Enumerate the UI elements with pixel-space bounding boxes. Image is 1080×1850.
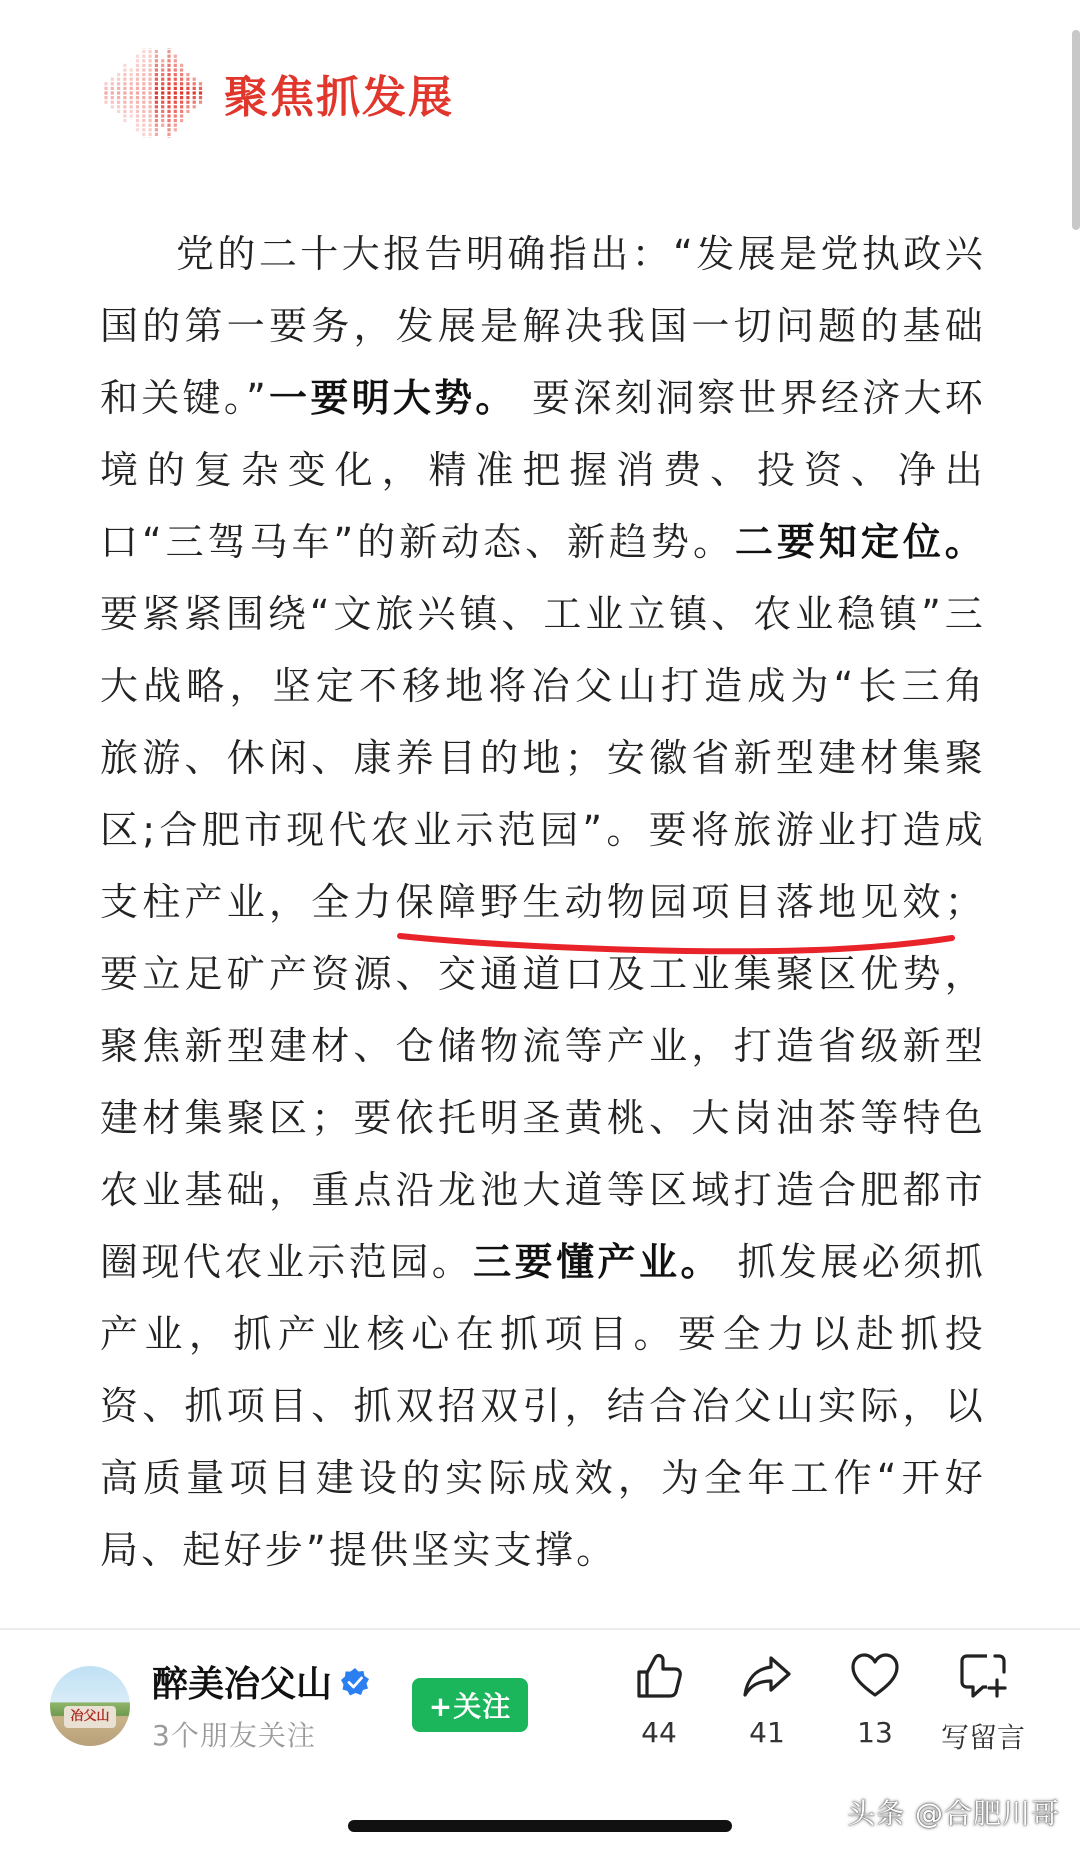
wave-dot (149, 133, 152, 136)
wave-dot (161, 96, 164, 99)
wave-dot (142, 137, 145, 138)
wave-dot (136, 96, 139, 99)
comment-add-icon (957, 1650, 1009, 1702)
wave-dot (174, 59, 177, 62)
wave-dot (167, 64, 170, 67)
wave-dot (104, 101, 107, 104)
wave-dot (155, 64, 158, 67)
wave-dot (174, 114, 177, 117)
wave-dot (142, 133, 145, 136)
wave-dot (136, 87, 139, 90)
wave-dot (136, 101, 139, 104)
follow-button[interactable]: +关注 (412, 1678, 528, 1732)
wave-dot (193, 101, 196, 104)
wave-dot (142, 50, 145, 53)
wave-dot (161, 64, 164, 67)
wave-dot (161, 124, 164, 127)
wave-dot (199, 91, 202, 94)
wave-dot (149, 55, 152, 58)
wave-dot (136, 91, 139, 94)
wave-dot (149, 124, 152, 127)
wave-dot (155, 96, 158, 99)
wave-dot (149, 119, 152, 122)
wave-dot (167, 105, 170, 108)
account-avatar[interactable] (50, 1666, 130, 1746)
wave-dot (142, 78, 145, 81)
wave-dot (149, 68, 152, 71)
wave-dot (136, 119, 139, 122)
wave-dot (161, 82, 164, 85)
wave-dot (174, 128, 177, 131)
wave-dot (167, 110, 170, 113)
wave-dot (117, 73, 120, 76)
wave-dot (117, 82, 120, 85)
wave-dot (104, 87, 107, 90)
wave-dot (149, 105, 152, 108)
wave-dot (149, 128, 152, 131)
wave-dot (174, 96, 177, 99)
wave-dot (142, 68, 145, 71)
red-underline-mark (396, 928, 956, 958)
wave-dot (167, 101, 170, 104)
wave-dot (136, 64, 139, 67)
wave-dot (180, 105, 183, 108)
wave-dot (180, 82, 183, 85)
wave-dot (142, 110, 145, 113)
wave-dot (149, 137, 152, 138)
wave-dot (167, 55, 170, 58)
wave-dot (180, 110, 183, 113)
wave-dot (149, 64, 152, 67)
bottom-action-bar (0, 1632, 1080, 1762)
wave-dot (123, 87, 126, 90)
wave-dot (167, 119, 170, 122)
wave-dot (161, 110, 164, 113)
wave-dot (123, 101, 126, 104)
wave-dot (111, 96, 114, 99)
wave-dot (142, 101, 145, 104)
wave-dot (167, 68, 170, 71)
wave-dot (155, 128, 158, 131)
wave-dot (155, 55, 158, 58)
wave-dot (161, 59, 164, 62)
wave-dot (199, 87, 202, 90)
wave-dot (117, 96, 120, 99)
wave-dot (186, 87, 189, 90)
wave-dot (123, 114, 126, 117)
wave-dot (155, 110, 158, 113)
wave-dot (167, 124, 170, 127)
section-title: 聚焦抓发展 (224, 72, 454, 123)
wave-dot (142, 64, 145, 67)
wave-dot (123, 96, 126, 99)
wave-dot (193, 78, 196, 81)
wave-dot (142, 59, 145, 62)
article-body (100, 218, 986, 1586)
wave-dot (174, 119, 177, 122)
wave-dot (136, 55, 139, 58)
wave-dot (180, 114, 183, 117)
wave-dot (161, 114, 164, 117)
wave-dot (180, 64, 183, 67)
wave-dot (186, 96, 189, 99)
wave-dot (167, 73, 170, 76)
wave-dot (186, 78, 189, 81)
wave-dot (180, 68, 183, 71)
wave-dot (161, 105, 164, 108)
wave-dot (130, 105, 133, 108)
wave-dot (174, 101, 177, 104)
home-indicator[interactable] (348, 1820, 732, 1832)
wave-dot (136, 110, 139, 113)
wave-dot (167, 96, 170, 99)
wave-dot (174, 110, 177, 113)
wave-dot (123, 78, 126, 81)
wave-dot (130, 68, 133, 71)
wave-dot (193, 82, 196, 85)
wave-dot (155, 119, 158, 122)
wave-dot (174, 105, 177, 108)
thumbs-up-icon (633, 1650, 685, 1702)
wave-dot (193, 87, 196, 90)
wave-dot (149, 114, 152, 117)
like-count: 44 (641, 1716, 677, 1749)
wave-dot (142, 73, 145, 76)
wave-dot (155, 101, 158, 104)
wave-dot (104, 82, 107, 85)
wave-dot (142, 96, 145, 99)
wave-dot (186, 82, 189, 85)
wave-dot (186, 73, 189, 76)
wave-dot (130, 101, 133, 104)
wave-dot (142, 128, 145, 131)
article-text-trends: 要深刻洞察世界经济大环境的复杂变化，精准把握消费、投资、净出口“三驾马车”的新动态、新趋势。 (100, 376, 986, 564)
wave-dot (167, 133, 170, 136)
article-text-intro: 党的二十大报告明确指出：“发展是党执政兴国的第一要务，发展是解决我国一切问题的基础和关键。” (100, 232, 986, 420)
wave-dot (180, 96, 183, 99)
wave-dot (149, 48, 152, 49)
wave-dot (117, 87, 120, 90)
wave-dot (104, 91, 107, 94)
wave-dot (130, 82, 133, 85)
wave-dot (149, 59, 152, 62)
sound-wave-icon (100, 48, 210, 138)
account-name[interactable]: 醉美冶父山 (152, 1664, 333, 1705)
wave-dot (149, 82, 152, 85)
wave-dot (180, 119, 183, 122)
wave-dot (199, 96, 202, 99)
wave-dot (174, 78, 177, 81)
wave-dot (123, 68, 126, 71)
watermark-text: 头条 @合肥川哥 (847, 1797, 1060, 1830)
wave-dot (142, 55, 145, 58)
wave-dot (155, 82, 158, 85)
like-button[interactable] (604, 1650, 714, 1749)
wave-dot (111, 101, 114, 104)
wave-dot (142, 105, 145, 108)
wave-dot (174, 82, 177, 85)
wave-dot (136, 124, 139, 127)
share-button[interactable] (712, 1650, 822, 1749)
wave-dot (174, 91, 177, 94)
wave-dot (123, 110, 126, 113)
wave-dot (111, 82, 114, 85)
wave-dot (199, 101, 202, 104)
wave-dot (130, 78, 133, 81)
wave-dot (136, 105, 139, 108)
write-comment-button[interactable] (928, 1650, 1038, 1756)
article-point-1: 一要明大势。 (268, 376, 517, 420)
wave-dot (161, 78, 164, 81)
wave-dot (142, 48, 145, 49)
share-arrow-icon (741, 1650, 793, 1702)
wave-dot (111, 91, 114, 94)
wave-dot (149, 50, 152, 53)
underlined-phrase: 全力保障野生动物园项目落地见 (311, 880, 903, 924)
wave-dot (142, 114, 145, 117)
heart-icon (849, 1650, 901, 1702)
wave-dot (123, 82, 126, 85)
wave-dot (149, 96, 152, 99)
article-point-2: 二要知定位。 (734, 520, 986, 564)
wave-dot (117, 78, 120, 81)
favorite-button[interactable] (820, 1650, 930, 1749)
avatar-sign-text: 冶父山 (64, 1706, 116, 1728)
wave-dot (186, 110, 189, 113)
wave-dot (199, 82, 202, 85)
wave-dot (186, 101, 189, 104)
wave-dot (123, 91, 126, 94)
wave-dot (174, 68, 177, 71)
wave-dot (117, 105, 120, 108)
wave-dot (174, 124, 177, 127)
bottom-divider (0, 1628, 1080, 1630)
wave-dot (149, 101, 152, 104)
wave-dot (186, 105, 189, 108)
wave-dot (161, 119, 164, 122)
wave-dot (167, 87, 170, 90)
article-text-projects: 抓发展必须抓产业，抓产业核心在抓项目。要全力以赴抓投资、抓项目、抓双招双引，结合冶父山实际，以高质量项目建设的实际成效，为全年工作“开好局、起好步”提供坚实支撑。 (100, 1240, 987, 1572)
wave-dot (142, 87, 145, 90)
wave-dot (167, 78, 170, 81)
wave-dot (149, 73, 152, 76)
wave-dot (155, 114, 158, 117)
wave-dot (136, 128, 139, 131)
wave-dot (155, 105, 158, 108)
wave-dot (111, 105, 114, 108)
wave-dot (193, 91, 196, 94)
wave-dot (155, 68, 158, 71)
wave-dot (130, 114, 133, 117)
wave-dot (155, 50, 158, 53)
wave-dot (174, 55, 177, 58)
wave-dot (117, 110, 120, 113)
wave-dot (155, 91, 158, 94)
wave-dot (155, 59, 158, 62)
wave-dot (142, 82, 145, 85)
favorite-count: 13 (857, 1716, 893, 1749)
wave-dot (155, 78, 158, 81)
wave-dot (136, 59, 139, 62)
wave-dot (136, 114, 139, 117)
wave-dot (155, 87, 158, 90)
wave-dot (155, 73, 158, 76)
wave-dot (111, 87, 114, 90)
wave-dot (123, 64, 126, 67)
wave-dot (149, 78, 152, 81)
red-underline-stroke (400, 936, 952, 951)
wave-dot (155, 133, 158, 136)
wave-dot (180, 91, 183, 94)
article-text-industries: 效；要立足矿产资源、交通道口及工业集聚区优势，聚焦新型建材、仓储物流等产业，打造省级新型建材集聚区；要依托明圣黄桃、大岗油茶等特色农业基础，重点沿龙池大道等区域打造合肥都市圈现代农业示范园。 (100, 880, 986, 1284)
wave-dot (136, 82, 139, 85)
wave-dot (149, 110, 152, 113)
wave-dot (180, 101, 183, 104)
wave-dot (155, 124, 158, 127)
wave-dot (180, 78, 183, 81)
wave-dot (186, 91, 189, 94)
wave-dot (130, 73, 133, 76)
wave-dot (161, 68, 164, 71)
wave-dot (111, 78, 114, 81)
wave-dot (167, 82, 170, 85)
wave-dot (123, 73, 126, 76)
wave-dot (174, 87, 177, 90)
wave-dot (174, 73, 177, 76)
wave-dot (180, 87, 183, 90)
share-count: 41 (749, 1716, 785, 1749)
wave-dot (167, 59, 170, 62)
section-header (100, 48, 454, 138)
wave-dot (167, 114, 170, 117)
wave-dot (142, 124, 145, 127)
friends-following-text: 3个朋友关注 (152, 1719, 316, 1752)
scrollbar[interactable] (1072, 30, 1080, 230)
wave-dot (167, 137, 170, 138)
wave-dot (167, 50, 170, 53)
wave-dot (136, 73, 139, 76)
wave-dot (130, 110, 133, 113)
verified-badge-icon (340, 1667, 370, 1697)
account-name-row[interactable] (152, 1656, 370, 1707)
article-point-3: 三要懂产业。 (473, 1240, 722, 1284)
wave-dot (123, 105, 126, 108)
wave-dot (123, 119, 126, 122)
wave-dot (104, 96, 107, 99)
wave-dot (149, 87, 152, 90)
wave-dot (167, 128, 170, 131)
wave-dot (142, 91, 145, 94)
wave-dot (161, 91, 164, 94)
wave-dot (136, 78, 139, 81)
wave-dot (161, 87, 164, 90)
wave-dot (136, 68, 139, 71)
wave-dot (130, 91, 133, 94)
wave-dot (117, 91, 120, 94)
wave-dot (193, 105, 196, 108)
article-text-positioning: 要紧紧围绕“文旅兴镇、工业立镇、农业稳镇”三大战略，坚定不移地将冶父山打造成为“长三角旅游、休闲、康养目的地；安徽省新型建材集聚区;合肥市现代农业示范园”。要将旅游业打造成支柱产业， (100, 592, 986, 924)
wave-dot (174, 64, 177, 67)
wave-dot (142, 119, 145, 122)
wave-dot (167, 91, 170, 94)
write-comment-label: 写留言 (940, 1721, 1025, 1754)
wave-dot (193, 96, 196, 99)
wave-dot (130, 87, 133, 90)
wave-dot (117, 101, 120, 104)
wave-dot (130, 96, 133, 99)
wave-dot (167, 48, 170, 49)
wave-dot (180, 73, 183, 76)
wave-dot (161, 101, 164, 104)
wave-dot (149, 91, 152, 94)
wave-dot (161, 73, 164, 76)
